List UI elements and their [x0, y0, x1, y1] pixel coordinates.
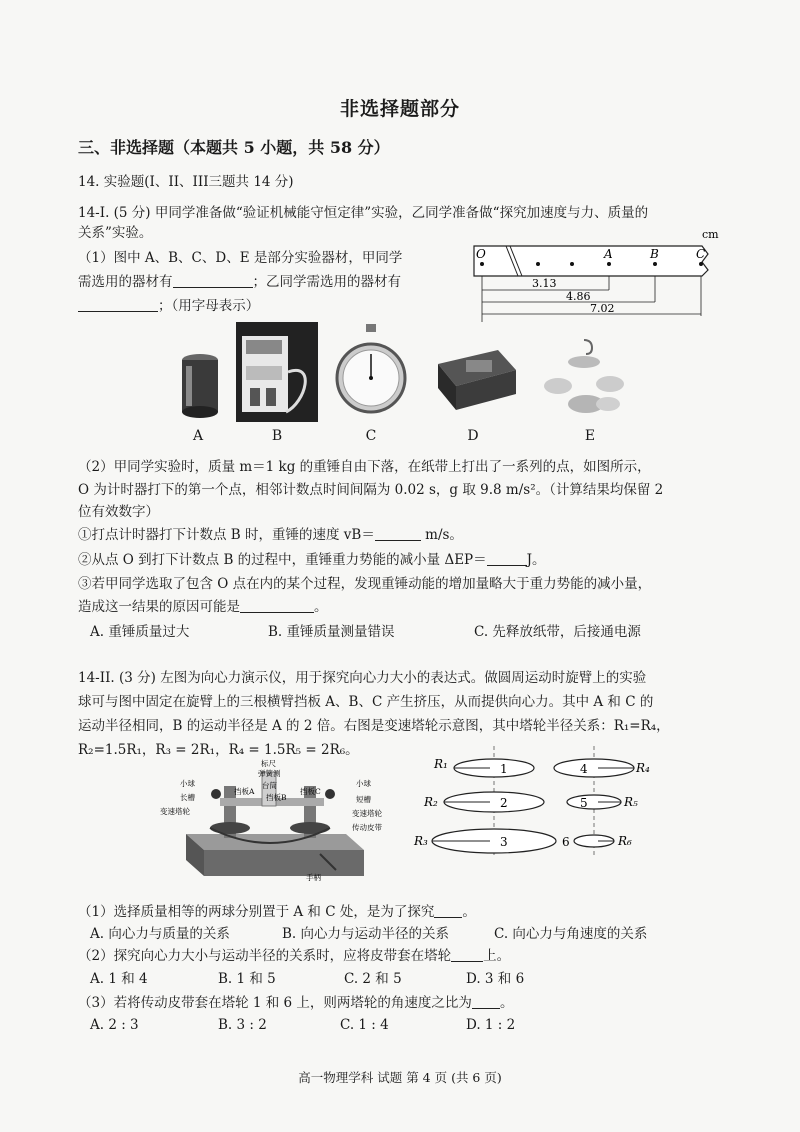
q14-1-q1-text-c: ；（用字母表示） [158, 298, 260, 314]
q14-2-intro-line4: R₂=1.5R₁，R₃ = 2R₁，R₄ = 1.5R₅ = 2R₆。 [78, 742, 359, 758]
heavy-weight-image [172, 350, 228, 422]
q14-1-q1-line3 [78, 296, 259, 316]
sub3-end: 。 [314, 599, 328, 615]
q14-1-sub1 [78, 525, 463, 545]
sub2-unit: J。 [526, 552, 546, 568]
q14-2-intro-line2: 球可与图中固定在旋臂上的三根横臂挡板 A、B、C 产生挤压，从而提供向心力。其中 A 和 C 的 [78, 694, 654, 710]
answer-blank-yi[interactable] [78, 297, 158, 312]
sub2-text: ②从点 O 到打下计数点 B 的过程中，重锤重力势能的减小量 ΔEP＝ [78, 552, 487, 568]
answer-blank-q2[interactable] [451, 947, 483, 962]
label-baffle-a: 挡板A [234, 787, 255, 796]
tape-point-O-label: O [476, 247, 486, 261]
q14-1-q2-line2: O 为计时器打下的第一个点，相邻计数点时间间隔为 0.02 s，g 取 9.8 m/s²。（计算结果均保留 2 [78, 482, 664, 498]
label-ruler: 标尺 [261, 759, 276, 768]
q14-2-q1 [78, 902, 476, 922]
stopwatch-image [334, 322, 408, 420]
answer-blank-jia[interactable] [173, 273, 253, 288]
pulley-6-label: 6 [562, 835, 570, 849]
radius-R2-label: R₂ [424, 795, 438, 809]
q14-2-intro-line3: 运动半径相同，B 的运动半径是 A 的 2 倍。右图是变速塔轮示意图，其中塔轮半径关系：R₁=R₄， [78, 718, 670, 734]
answer-blank-reason[interactable] [240, 598, 314, 613]
label-baffle-b: 挡板B [266, 793, 287, 802]
q14-2-intro-line1: 14-II. (3 分) 左图为向心力演示仪，用于探究向心力大小的表达式。做圆周运动时旋臂上的实验 [78, 670, 647, 686]
pulley-diagram [414, 746, 650, 858]
q14-2-q3-end: 。 [499, 995, 514, 1011]
pulley-4-label: 4 [580, 762, 588, 776]
tape-dot [536, 262, 540, 266]
q1-option-a[interactable]: A. 向心力与质量的关系 [90, 926, 230, 942]
option-a[interactable]: A. 重锤质量过大 [90, 624, 190, 640]
q14-2-q3-text: （3）若将传动皮带套在塔轮 1 和 6 上，则两塔轮的角速度之比为 [78, 995, 472, 1011]
radius-R4-label: R₄ [636, 761, 650, 775]
q1-option-b[interactable]: B. 向心力与运动半径的关系 [282, 926, 450, 942]
q2-option-b[interactable]: B. 1 和 5 [218, 971, 276, 987]
q1-option-c[interactable]: C. 向心力与角速度的关系 [494, 926, 648, 942]
q3-option-c[interactable]: C. 1 : 4 [340, 1017, 389, 1033]
radius-R3-label: R₃ [414, 834, 428, 848]
sub3-text: 造成这一结果的原因可能是 [78, 599, 240, 615]
distance-OC: 7.02 [590, 302, 615, 315]
q3-option-a[interactable]: A. 2 : 3 [90, 1017, 139, 1033]
label-short-groove: 短槽 [356, 795, 371, 804]
label-handle: 手柄 [306, 873, 321, 882]
q14-2-q1-end: 。 [462, 904, 476, 920]
tape-dot-B [653, 262, 657, 266]
tape-point-B-label: B [650, 247, 659, 261]
dot-timer-image [428, 344, 520, 414]
answer-blank-q3[interactable] [472, 994, 500, 1009]
option-c[interactable]: C. 先释放纸带，后接通电源 [474, 624, 641, 640]
timer-device-image [236, 322, 318, 422]
q14-2-q2-end: 上。 [483, 948, 511, 964]
q2-option-a[interactable]: A. 1 和 4 [90, 971, 148, 987]
q3-option-b[interactable]: B. 3 : 2 [218, 1017, 267, 1033]
tape-unit-label: cm [702, 228, 719, 241]
page-title: 非选择题部分 [339, 98, 460, 120]
equipment-label-E: E [584, 428, 596, 444]
radius-R5-label: R₅ [624, 795, 638, 809]
paper-tape-diagram [470, 226, 730, 326]
answer-blank-vb[interactable] [375, 526, 421, 541]
q14-header: 14. 实验题(I、II、III三题共 14 分) [78, 174, 294, 190]
tape-dot-A [607, 262, 611, 266]
tape-dot [570, 262, 574, 266]
q14-1-sub3-line2 [78, 597, 328, 617]
q14-1-q1-text-b: ；乙同学需选用的器材有 [252, 274, 401, 290]
hook-weights-image [540, 338, 630, 418]
equipment-label-B: B [271, 428, 283, 444]
section-heading: 三、非选择题（本题共 5 小题，共 58 分） [78, 138, 390, 157]
q14-1-q1-line1: （1）图中 A、B、C、D、E 是部分实验器材，甲同学 [78, 250, 403, 266]
q2-option-d[interactable]: D. 3 和 6 [466, 971, 525, 987]
tape-point-C-label: C [696, 247, 706, 261]
label-sleeve: 台筒 [262, 781, 277, 790]
q14-1-sub3-line1: ③若甲同学选取了包含 O 点在内的某个过程，发现重锤动能的增加量略大于重力势能的减小量， [78, 576, 652, 592]
pulley-5-label: 5 [580, 796, 588, 810]
label-belt: 传动皮带 [352, 823, 382, 832]
tape-dot-O [480, 262, 484, 266]
q14-2-q2 [78, 946, 510, 966]
q14-1-intro-line2: 关系”实验。 [78, 225, 153, 241]
page-footer: 高一物理学科 试题 第 4 页 (共 6 页) [298, 1070, 502, 1085]
q14-2-q1-text: （1）选择质量相等的两球分别置于 A 和 C 处，是为了探究 [78, 904, 435, 920]
label-spring: 弹簧测 [258, 769, 281, 778]
q14-2-q3 [78, 993, 513, 1013]
q2-option-c[interactable]: C. 2 和 5 [344, 971, 402, 987]
radius-R6-label: R₆ [618, 834, 632, 848]
label-long-groove: 长槽 [180, 793, 195, 802]
q14-2-q2-text: （2）探究向心力大小与运动半径的关系时，应将皮带套在塔轮 [78, 948, 452, 964]
distance-OA: 3.13 [532, 277, 557, 290]
q14-1-q1-line2 [78, 272, 401, 292]
q14-1-q2-line1: （2）甲同学实验时，质量 m＝1 kg 的重锤自由下落，在纸带上打出了一系列的点，如图所示， [78, 459, 651, 475]
sub1-text: ①打点计时器打下计数点 B 时，重锤的速度 vB＝ [78, 527, 375, 543]
radius-R1-label: R₁ [434, 757, 448, 771]
equipment-label-C: C [365, 428, 377, 444]
answer-blank-ep[interactable] [487, 551, 527, 566]
pulley-3-label: 3 [500, 835, 508, 849]
paper-tape [474, 246, 708, 276]
option-b[interactable]: B. 重锤质量测量错误 [268, 624, 395, 640]
q14-1-sub2 [78, 550, 546, 570]
distance-OB: 4.86 [566, 290, 591, 303]
label-pulley-right: 变速塔轮 [352, 809, 382, 818]
q14-1-q2-line3: 位有效数字） [78, 504, 159, 520]
label-baffle-c: 挡板C [300, 787, 321, 796]
pulley-1-label: 1 [500, 762, 508, 776]
answer-blank-q1[interactable] [434, 903, 462, 918]
label-ball-left: 小球 [180, 779, 195, 788]
tape-point-A-label: A [604, 247, 613, 261]
label-pulley-left: 变速塔轮 [160, 807, 190, 816]
q3-option-d[interactable]: D. 1 : 2 [466, 1017, 516, 1033]
label-ball-right: 小球 [356, 779, 371, 788]
centripetal-apparatus-diagram [160, 758, 390, 884]
q14-1-intro-line1: 14-I. (5 分) 甲同学准备做“验证机械能守恒定律”实验，乙同学准备做“探究加速度与力、质量的 [78, 205, 649, 221]
sub1-unit: m/s。 [425, 527, 463, 543]
pulley-2-label: 2 [500, 796, 508, 810]
equipment-label-A: A [192, 428, 204, 444]
equipment-label-D: D [467, 428, 479, 444]
q14-1-q1-text-a: 需选用的器材有 [78, 274, 173, 290]
